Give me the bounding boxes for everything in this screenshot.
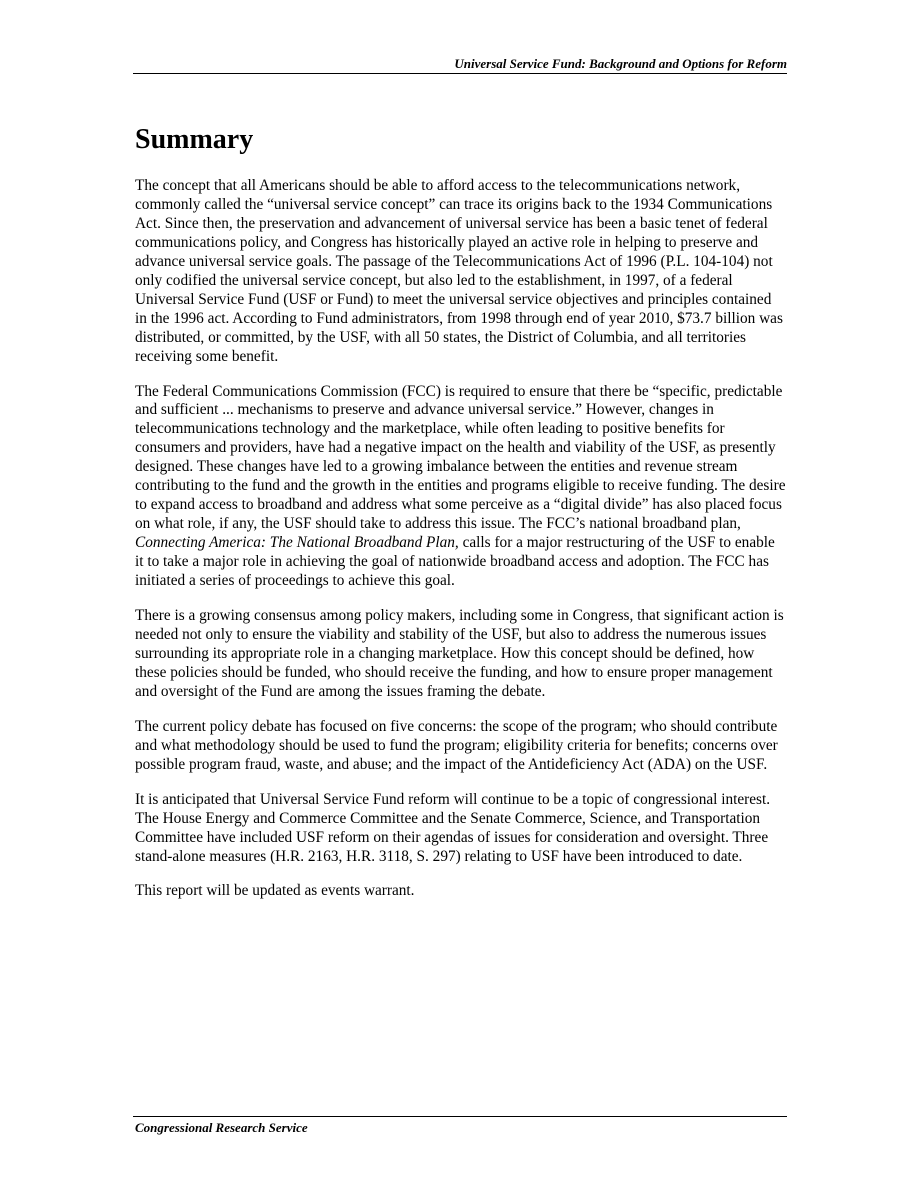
summary-body [135,177,787,917]
paragraph-universal-service-origins: The concept that all Americans should be able to afford access to the telecommunications network, commonly called the “universal service concept” can trace its origins back to the 1934 Communications Act. Since then, the preservation and advancement of universal service has been a basic tenet of federal communications policy, and Congress has historically played an active role in helping to preserve and advance universal service goals. The passage of the Telecommunications Act of 1996 (P.L. 104-104) not only codified the universal service concept, but also led to the establishment, in 1997, of a federal Universal Service Fund (USF or Fund) to meet the universal service objectives and principles contained in the 1996 act. According to Fund administrators, from 1998 through end of year 2010, $73.7 billion was distributed, or committed, by the USF, with all 50 states, the District of Columbia, and all territories receiving some benefit. [135,177,783,365]
running-header: Universal Service Fund: Background and Options for Reform [454,56,787,71]
broadband-plan-title: Connecting America: The National Broadband Plan, [135,534,459,552]
page-title: Summary [135,124,254,155]
running-footer: Congressional Research Service [135,1120,308,1135]
paragraph-fcc-text-2: calls for a major restructuring of the USF to enable it to take a major role in achieving the goal of nationwide broadband access and adoption. The FCC has initiated a series of proceedings to achieve this goal. [135,534,775,590]
paragraph-fcc-mechanisms [135,383,787,591]
header-divider [133,73,787,74]
paragraph-policy-consensus: There is a growing consensus among policy makers, including some in Congress, that significant action is needed not only to ensure the viability and stability of the USF, but also to address the numerous issues surrounding its appropriate role in a changing marketplace. How this concept should be defined, how these policies should be funded, who should receive the funding, and how to ensure proper management and oversight of the Fund are among the issues framing the debate. [135,607,784,700]
paragraph-policy-concerns: The current policy debate has focused on five concerns: the scope of the program; who should contribute and what methodology should be used to fund the program; eligibility criteria for benefits; concerns over possible program fraud, waste, and abuse; and the impact of the Antideficiency Act (ADA) on the USF. [135,717,778,773]
paragraph-update-note: This report will be updated as events warrant. [135,882,415,900]
paragraph-congressional-interest: It is anticipated that Universal Service Fund reform will continue to be a topic of congressional interest. The House Energy and Commerce Committee and the Senate Commerce, Science, and Transportation Committee have included USF reform on their agendas of issues for consideration and oversight. Three stand-alone measures (H.R. 2163, H.R. 3118, S. 297) relating to USF have been introduced to date. [135,790,771,865]
paragraph-fcc-text-1: The Federal Communications Commission (FCC) is required to ensure that there be “specific, predictable and sufficient ... mechanisms to preserve and advance universal service.” However, changes in telecommunications technology and the marketplace, while often leading to positive benefits for consumers and providers, have had a negative impact on the health and viability of the USF, as presently designed. These changes have led to a growing imbalance between the entities and revenue stream contributing to the fund and the growth in the entities and programs eligible to receive funding. The desire to expand access to broadband and address what some perceive as a “digital divide” has also placed focus on what role, if any, the USF should take to address this issue. The FCC’s national broadband plan, [135,382,786,533]
footer-divider [133,1116,787,1117]
